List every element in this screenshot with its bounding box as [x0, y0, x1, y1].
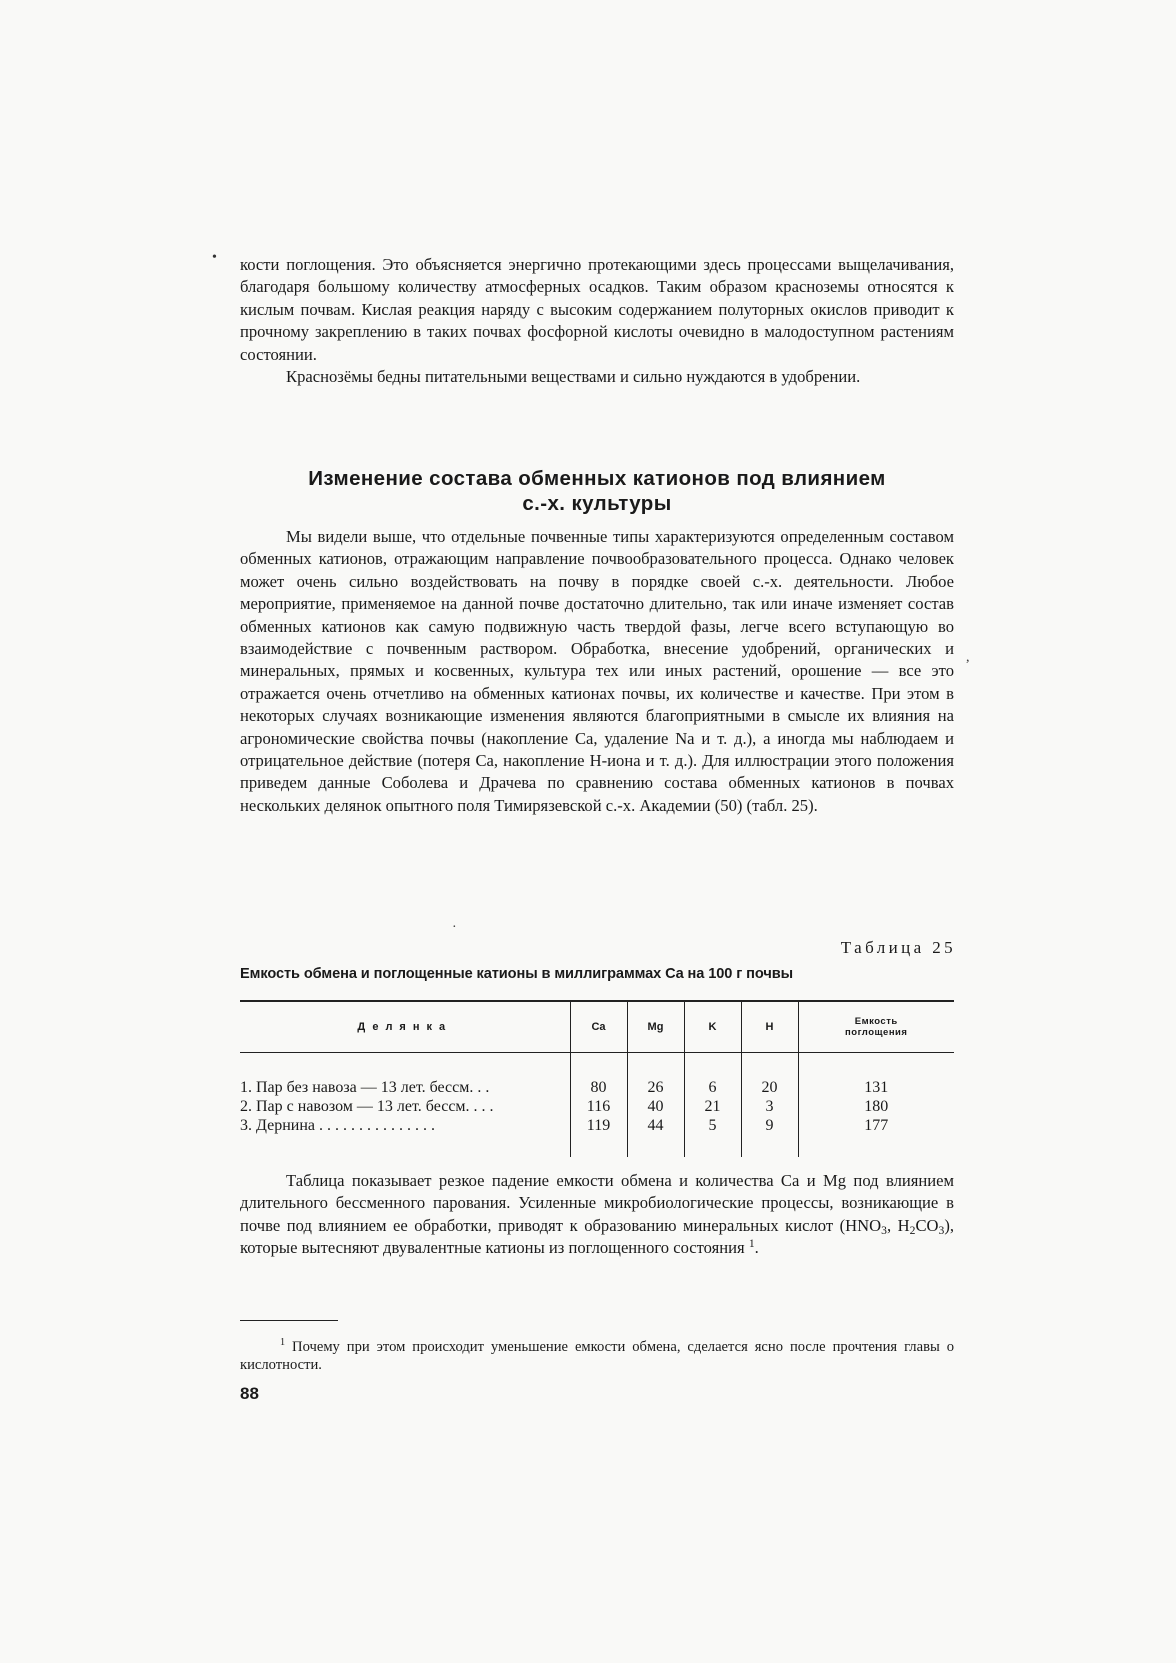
section-heading [240, 466, 954, 516]
paragraph: Мы видели выше, что отдельные почвенные типы характеризуются определенным составом обменных катионов, отражающим направление почвообразовательного процесса. Однако человек может очень сильно воздействовать на почву в порядке своей с.-х. деятельности. Любое мероприятие, применяемое на данной почве достаточно длительно, так или иначе изменяет состав обменных катионов как самую подвижную часть твердой фазы, легче всего вступающую во взаимодействие с почвенным раствором. Обработка, внесение удобрений, органических и минеральных, прямых и косвенных, культура тех или иных растений, орошение — все это отражается очень отчетливо на обменных катионах почвы, их количестве и качестве. При этом в некоторых случаях возникающие изменения являются благоприятными в смысле их влияния на агрономические свойства почвы (накопление Ca, удаление Na и т. д.), а иногда мы наблюдаем и отрицательное действие (потеря Ca, накопление H-иона и т. д.). Для иллюстрации этого положения приведем данные Соболева и Драчева по сравнению состава обменных катионов в почвах нескольких делянок опытного поля Тимирязевской с.-х. Академии (50) (табл. 25). [240, 527, 954, 815]
cell-mg: 26 [627, 1078, 684, 1097]
cell-capacity: 180 [798, 1097, 954, 1116]
cell-plot: 2. Пар с навозом — 13 лет. бессм. . . . [240, 1098, 494, 1115]
table-header-row [240, 1001, 954, 1053]
cell-h: 9 [741, 1116, 798, 1135]
column-header-capacity-line: поглощения [845, 1027, 908, 1038]
table-row [240, 1097, 954, 1116]
footnote [240, 1338, 954, 1374]
footnote-reference[interactable]: 1 [748, 1237, 755, 1251]
column-header-capacity-line: Емкость [854, 1016, 898, 1027]
subscript: 2 [909, 1223, 916, 1237]
column-header-k: K [684, 1001, 741, 1053]
page-number: 88 [240, 1384, 259, 1403]
cell-plot: 3. Дернина . . . . . . . . . . . . . . . [240, 1117, 435, 1134]
column-header-mg: Mg [627, 1001, 684, 1053]
footnote-divider [240, 1320, 338, 1321]
text-run: ), которые вытесняют двувалентные катионы из поглощенного состояния [240, 1215, 955, 1258]
table-number: Таблица 25 [840, 938, 956, 957]
text-run: Таблица показывает резкое падение емкости обмена и количества Ca и Mg под влиянием длительного бессменного парования. Усиленные микробиологические процессы, возникающие в почве под влиянием ее обработки, приводят к образованию минеральных кислот (HNO [240, 1171, 954, 1235]
subscript: 3 [938, 1223, 945, 1237]
paragraph: кости поглощения. Это объясняется энергично протекающими здесь процессами выщелачивания, благодаря большому количеству атмосферных осадков. Таким образом красноземы относятся к кислым почвам. Кислая реакция наряду с высоким содержанием полуторных окислов приводит к прочному закреплению в таких почвах фосфорной кислоты очевидно в малодоступном растениям состоянии. [240, 255, 954, 364]
cell-k: 5 [684, 1116, 741, 1135]
cell-h: 3 [741, 1097, 798, 1116]
main-text-block [240, 526, 954, 817]
top-text-block [240, 254, 954, 388]
cell-capacity: 131 [798, 1078, 954, 1097]
section-heading-line: Изменение состава обменных катионов под влиянием [308, 467, 886, 490]
column-header-capacity [798, 1001, 954, 1053]
cell-ca: 116 [570, 1097, 627, 1116]
table-row [240, 1078, 954, 1097]
cell-ca: 119 [570, 1116, 627, 1135]
cell-h: 20 [741, 1078, 798, 1097]
margin-mark: · [452, 920, 457, 935]
text-run: , H [886, 1215, 910, 1235]
table-spacer-row [240, 1135, 954, 1157]
paragraph [240, 1170, 954, 1260]
cell-k: 21 [684, 1097, 741, 1116]
cell-ca: 80 [570, 1078, 627, 1097]
column-header-ca: Ca [570, 1001, 627, 1053]
cell-mg: 40 [627, 1097, 684, 1116]
margin-mark: , [966, 650, 970, 665]
text-run: CO [915, 1215, 939, 1235]
cell-mg: 44 [627, 1116, 684, 1135]
paragraph: Краснозёмы бедны питательными веществами и сильно нуждаются в удобрении. [286, 367, 861, 387]
bottom-text-block [240, 1170, 954, 1260]
cell-k: 6 [684, 1078, 741, 1097]
footnote-text: Почему при этом происходит уменьшение емкости обмена, сделается ясно после прочтения главы о кислотности. [240, 1339, 954, 1373]
margin-mark: • [212, 250, 217, 265]
column-header-h: H [741, 1001, 798, 1053]
cell-plot: 1. Пар без навоза — 13 лет. бессм. . . [240, 1079, 490, 1096]
cell-capacity: 177 [798, 1116, 954, 1135]
section-heading-line: с.-х. культуры [522, 492, 672, 515]
table-row [240, 1116, 954, 1135]
data-table [240, 1000, 954, 1157]
table-spacer-row [240, 1053, 954, 1079]
footnote-marker: 1 [280, 1337, 286, 1348]
table-caption: Емкость обмена и поглощенные катионы в миллиграммах Ca на 100 г почвы [240, 966, 793, 982]
subscript: 3 [881, 1223, 887, 1237]
text-run: . [754, 1238, 759, 1258]
column-header-plot: Делянка [240, 1001, 570, 1053]
